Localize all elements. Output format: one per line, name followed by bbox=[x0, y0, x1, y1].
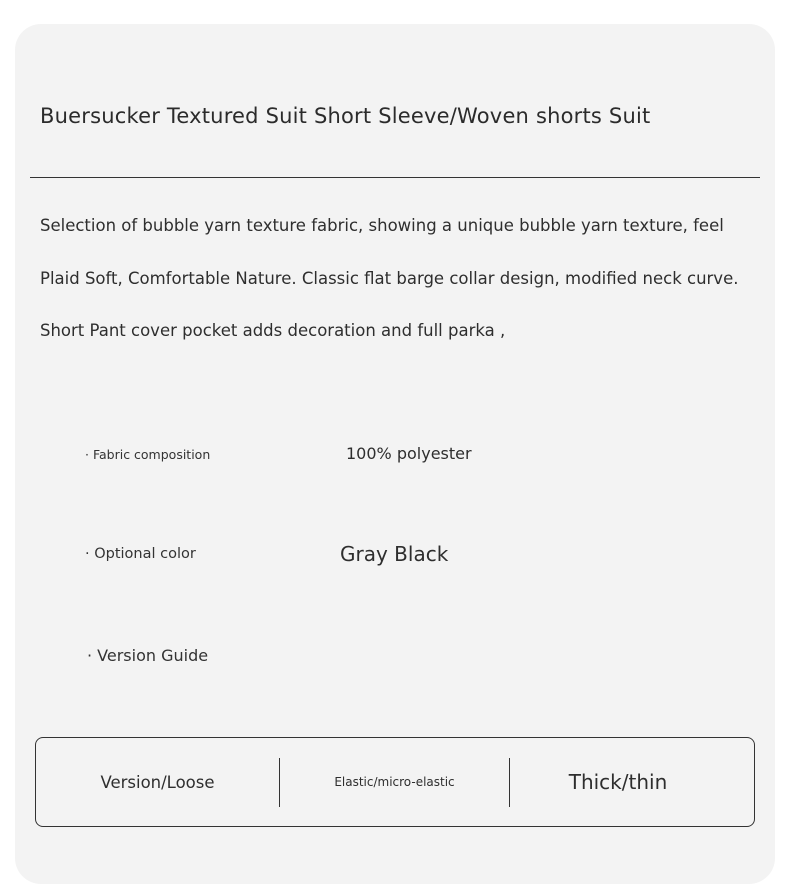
title-divider bbox=[30, 177, 760, 178]
fabric-composition-label: · Fabric composition bbox=[85, 447, 211, 462]
optional-color-value: Gray Black bbox=[340, 542, 449, 566]
product-detail-card bbox=[15, 24, 775, 884]
product-title: Buersucker Textured Suit Short Sleeve/Woven shorts Suit bbox=[40, 104, 651, 128]
version-guide-label: · Version Guide bbox=[87, 646, 209, 665]
product-description: Selection of bubble yarn texture fabric, showing a unique bubble yarn texture, feel Plaid Soft, Comfortable Nature. Classic flat barge collar design, modified neck curve. Short Pant cover pocket adds decoration and full parka , bbox=[40, 216, 739, 340]
version-fit-cell: Version/Loose bbox=[100, 772, 215, 792]
optional-color-label: · Optional color bbox=[85, 546, 196, 562]
thickness-cell: Thick/thin bbox=[568, 770, 668, 794]
fabric-composition-value: 100% polyester bbox=[346, 444, 472, 463]
version-guide-box bbox=[35, 737, 755, 827]
elasticity-cell: Elastic/micro-elastic bbox=[334, 775, 455, 789]
